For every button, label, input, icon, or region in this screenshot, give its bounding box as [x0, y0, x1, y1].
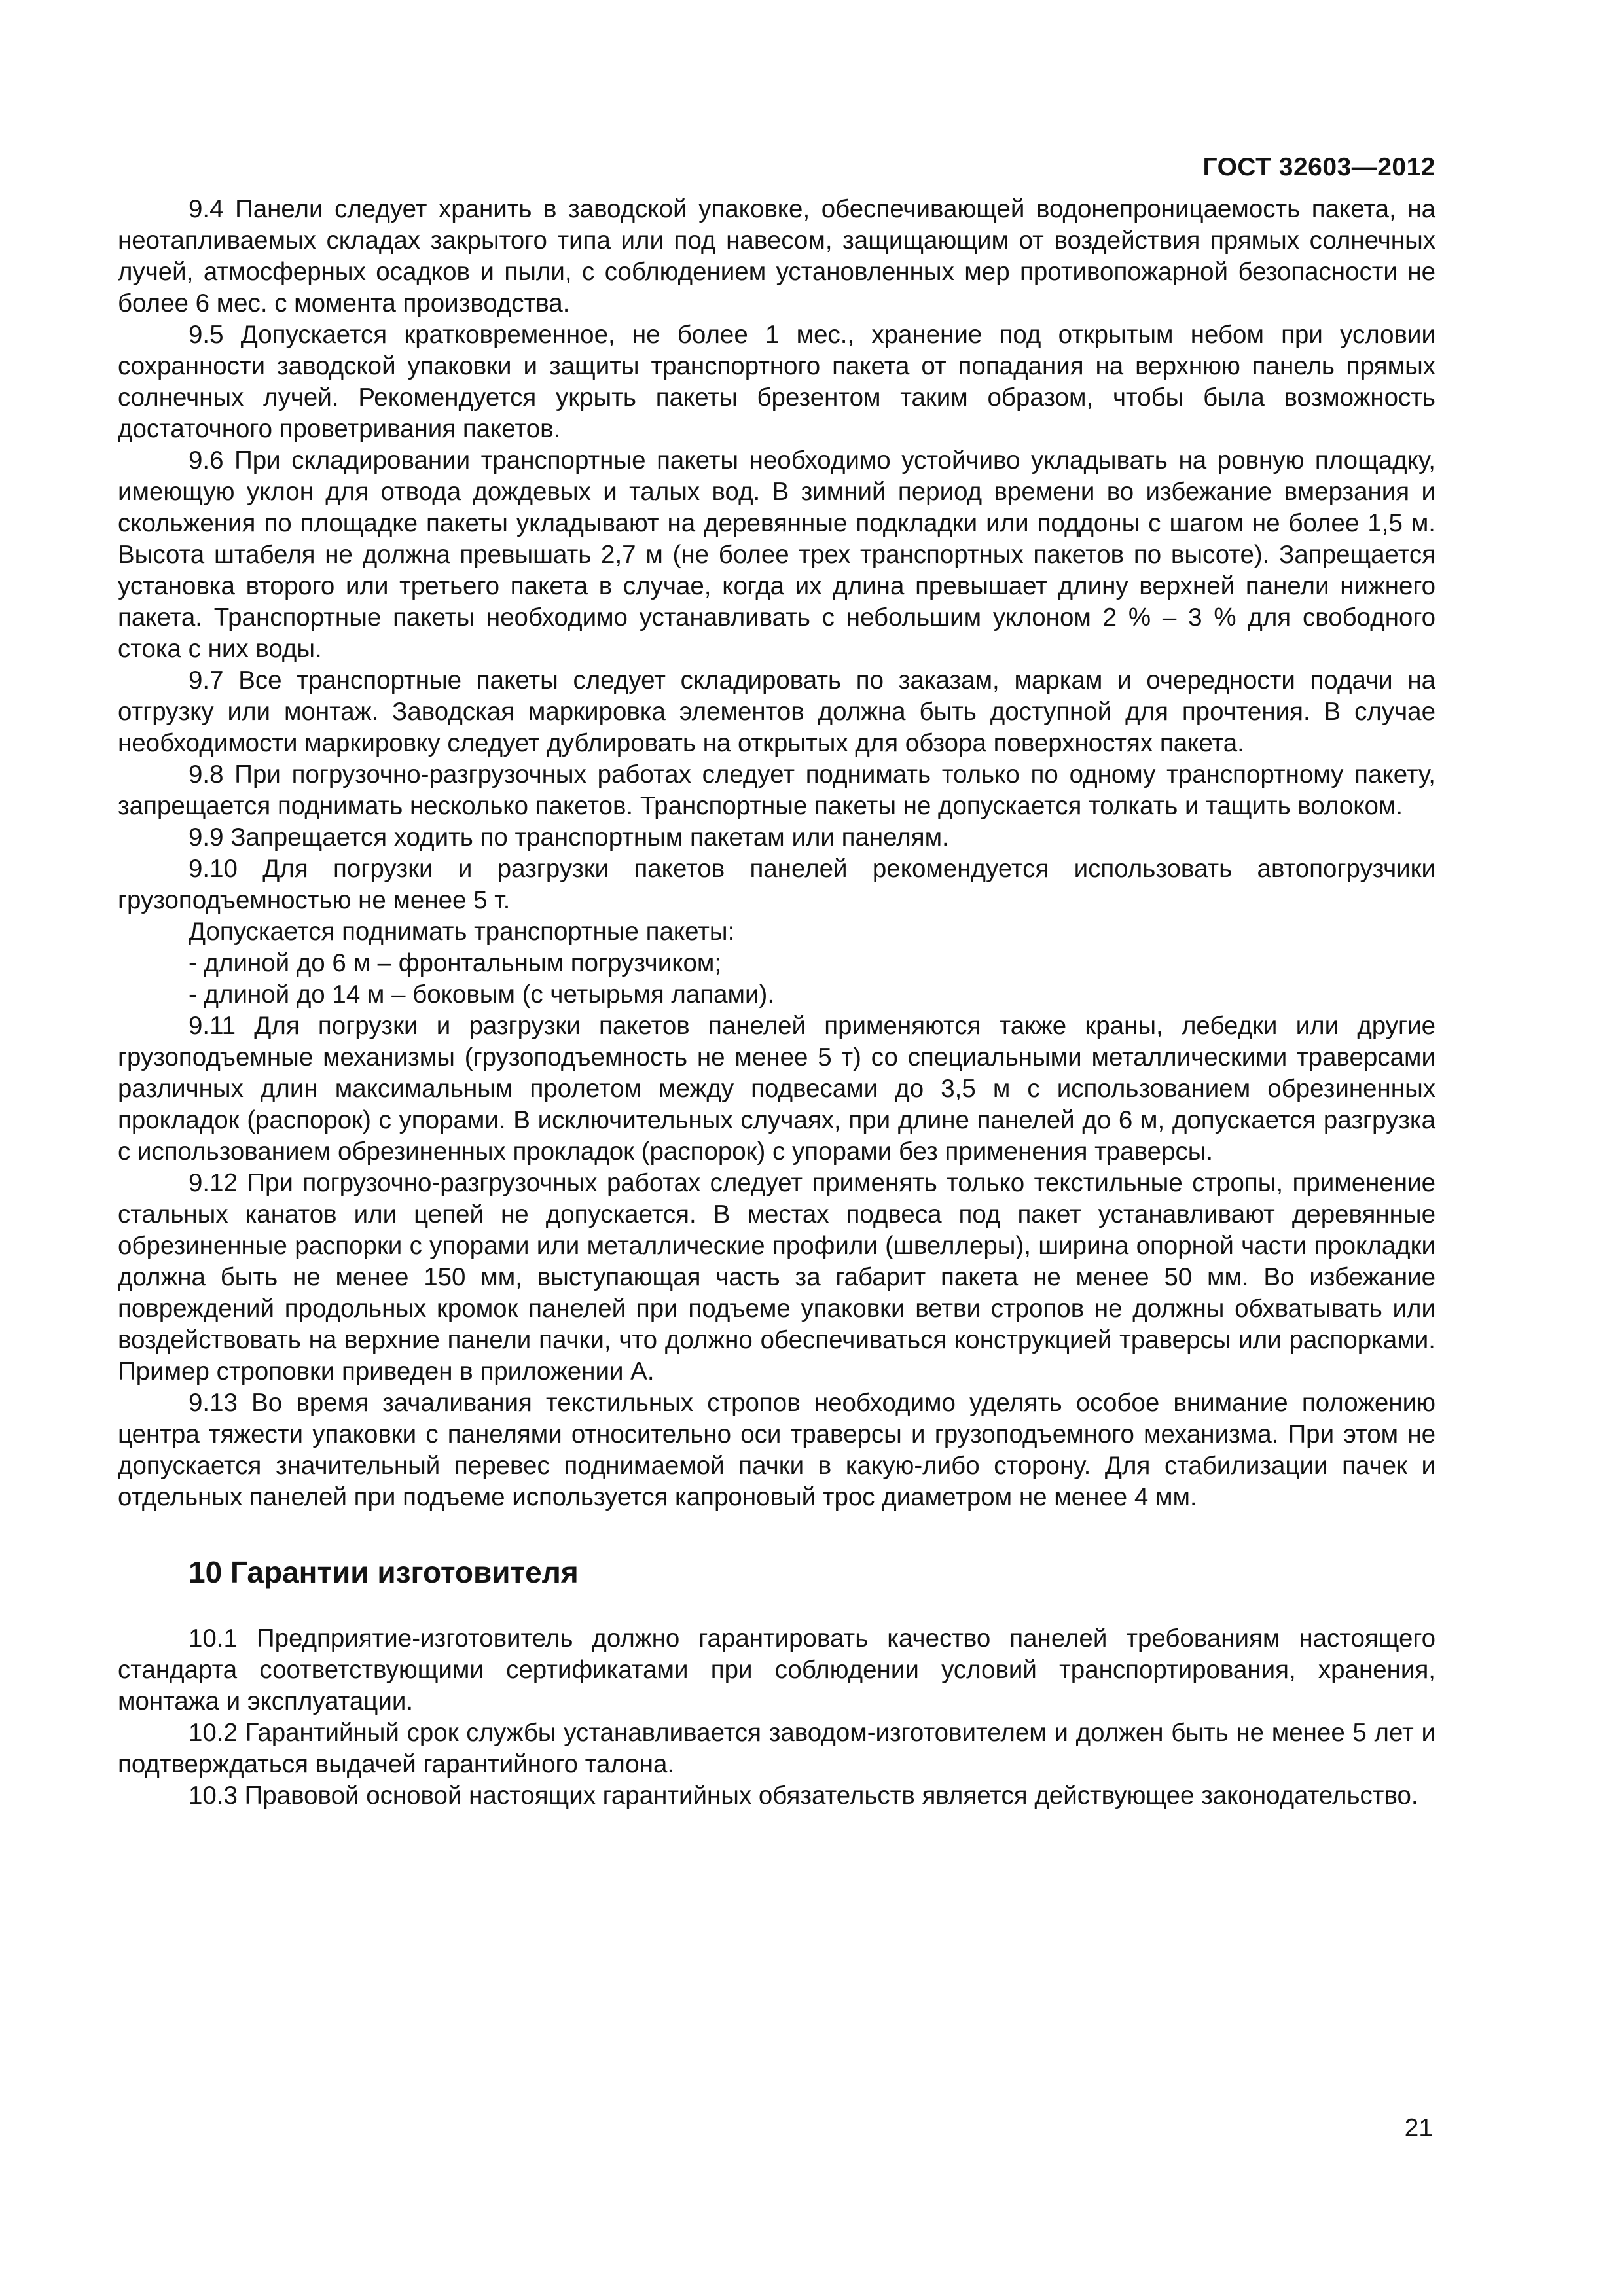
paragraph-9-13: 9.13 Во время зачаливания текстильных стропов необходимо уделять особое внимание положению центра тяжести упаковки с панелями относительно оси траверсы и грузоподъемного механизма. При этом не допускается значительный перевес поднимаемой пачки в какую-либо сторону. Для стабилизации пачек и отдельных панелей при подъеме используется капроновый трос диаметром не менее 4 мм. — [118, 1389, 1435, 1511]
paragraph-10-2: 10.2 Гарантийный срок службы устанавливается заводом-изготовителем и должен быть не менее 5 лет и подтверждаться выдачей гарантийного талона. — [118, 1719, 1435, 1778]
paragraph-9-8: 9.8 При погрузочно-разгрузочных работах следует поднимать только по одному транспортному пакету, запрещается поднимать несколько пакетов. Транспортные пакеты не допускается толкать и тащить волоком. — [118, 761, 1435, 820]
page-number: 21 — [1404, 2114, 1433, 2142]
list-item-front-loader: - длиной до 6 м – фронтальным погрузчиком; — [189, 949, 722, 977]
paragraph-9-7: 9.7 Все транспортные пакеты следует складировать по заказам, маркам и очередности подачи на отгрузку или монтаж. Заводская маркировка элементов должна быть доступной для прочтения. В случае необходимости маркировку следует дублировать на открытых для обзора поверхностях пакета. — [118, 666, 1435, 757]
paragraph-9-11: 9.11 Для погрузки и разгрузки пакетов панелей применяются также краны, лебедки или другие грузоподъемные механизмы (грузоподъемность не менее 5 т) со специальными металлическими траверсами различных длин максимальным пролетом между подвесами до 3,5 м с использованием обрезиненных прокладок (распорок) с упорами. В исключительных случаях, при длине панелей до 6 м, допускается разгрузка с использованием обрезиненных прокладок (распорок) с упорами без применения траверсы. — [118, 1012, 1435, 1166]
paragraph-9-4: 9.4 Панели следует хранить в заводской упаковке, обеспечивающей водонепроницаемость пакета, на неотапливаемых складах закрытого типа или под навесом, защищающим от воздействия прямых солнечных лучей, атмосферных осадков и пыли, с соблюдением установленных мер противопожарной безопасности не более 6 мес. с момента производства. — [118, 195, 1435, 317]
paragraph-9-10: 9.10 Для погрузки и разгрузки пакетов панелей рекомендуется использовать автопогрузчики грузоподъемностью не менее 5 т. — [118, 855, 1435, 914]
list-item-side-loader: - длиной до 14 м – боковым (с четырьмя лапами). — [189, 980, 775, 1009]
paragraph-10-3: 10.3 Правовой основой настоящих гарантийных обязательств является действующее законодательство. — [189, 1782, 1418, 1810]
document-header-standard: ГОСТ 32603—2012 — [1202, 153, 1435, 181]
paragraph-10-1: 10.1 Предприятие-изготовитель должно гарантировать качество панелей требованиям настоящего стандарта соответствующими сертификатами при соблюдении условий транспортирования, хранения, монтажа и эксплуатации. — [118, 1624, 1435, 1715]
section-title-warranty: 10 Гарантии изготовителя — [189, 1555, 579, 1589]
paragraph-9-9: 9.9 Запрещается ходить по транспортным пакетам или панелям. — [189, 823, 949, 852]
paragraph-9-12: 9.12 При погрузочно-разгрузочных работах следует применять только текстильные стропы, применение стальных канатов или цепей не допускается. В местах подвеса под пакет устанавливают деревянные обрезиненные распорки с упорами или металлические профили (швеллеры), ширина опорной части прокладки должна быть не менее 150 мм, выступающая часть за габарит пакета не менее 50 мм. Во избежание повреждений продольных кромок панелей при подъеме упаковки ветви стропов не должны обхватывать или воздействовать на верхние панели пачки, что должно обеспечиваться конструкцией траверсы или распорками. Пример строповки приведен в приложении А. — [118, 1169, 1435, 1386]
paragraph-9-6: 9.6 При складировании транспортные пакеты необходимо устойчиво укладывать на ровную площадку, имеющую уклон для отвода дождевых и талых вод. В зимний период времени во избежание вмерзания и скольжения по площадке пакеты укладывают на деревянные подкладки или поддоны с шагом не более 1,5 м. Высота штабеля не должна превышать 2,7 м (не более трех транспортных пакетов по высоте). Запрещается установка второго или третьего пакета в случае, когда их длина превышает длину верхней панели нижнего пакета. Транспортные пакеты необходимо устанавливать с небольшим уклоном 2 % – 3 % для свободного стока с них воды. — [118, 446, 1435, 663]
page-content — [118, 194, 1435, 1812]
paragraph-lifting-intro: Допускается поднимать транспортные пакеты: — [189, 918, 735, 946]
paragraph-9-5: 9.5 Допускается кратковременное, не более 1 мес., хранение под открытым небом при условии сохранности заводской упаковки и защиты транспортного пакета от попадания на верхнюю панель прямых солнечных лучей. Рекомендуется укрыть пакеты брезентом таким образом, чтобы была возможность достаточного проветривания пакетов. — [118, 321, 1435, 443]
